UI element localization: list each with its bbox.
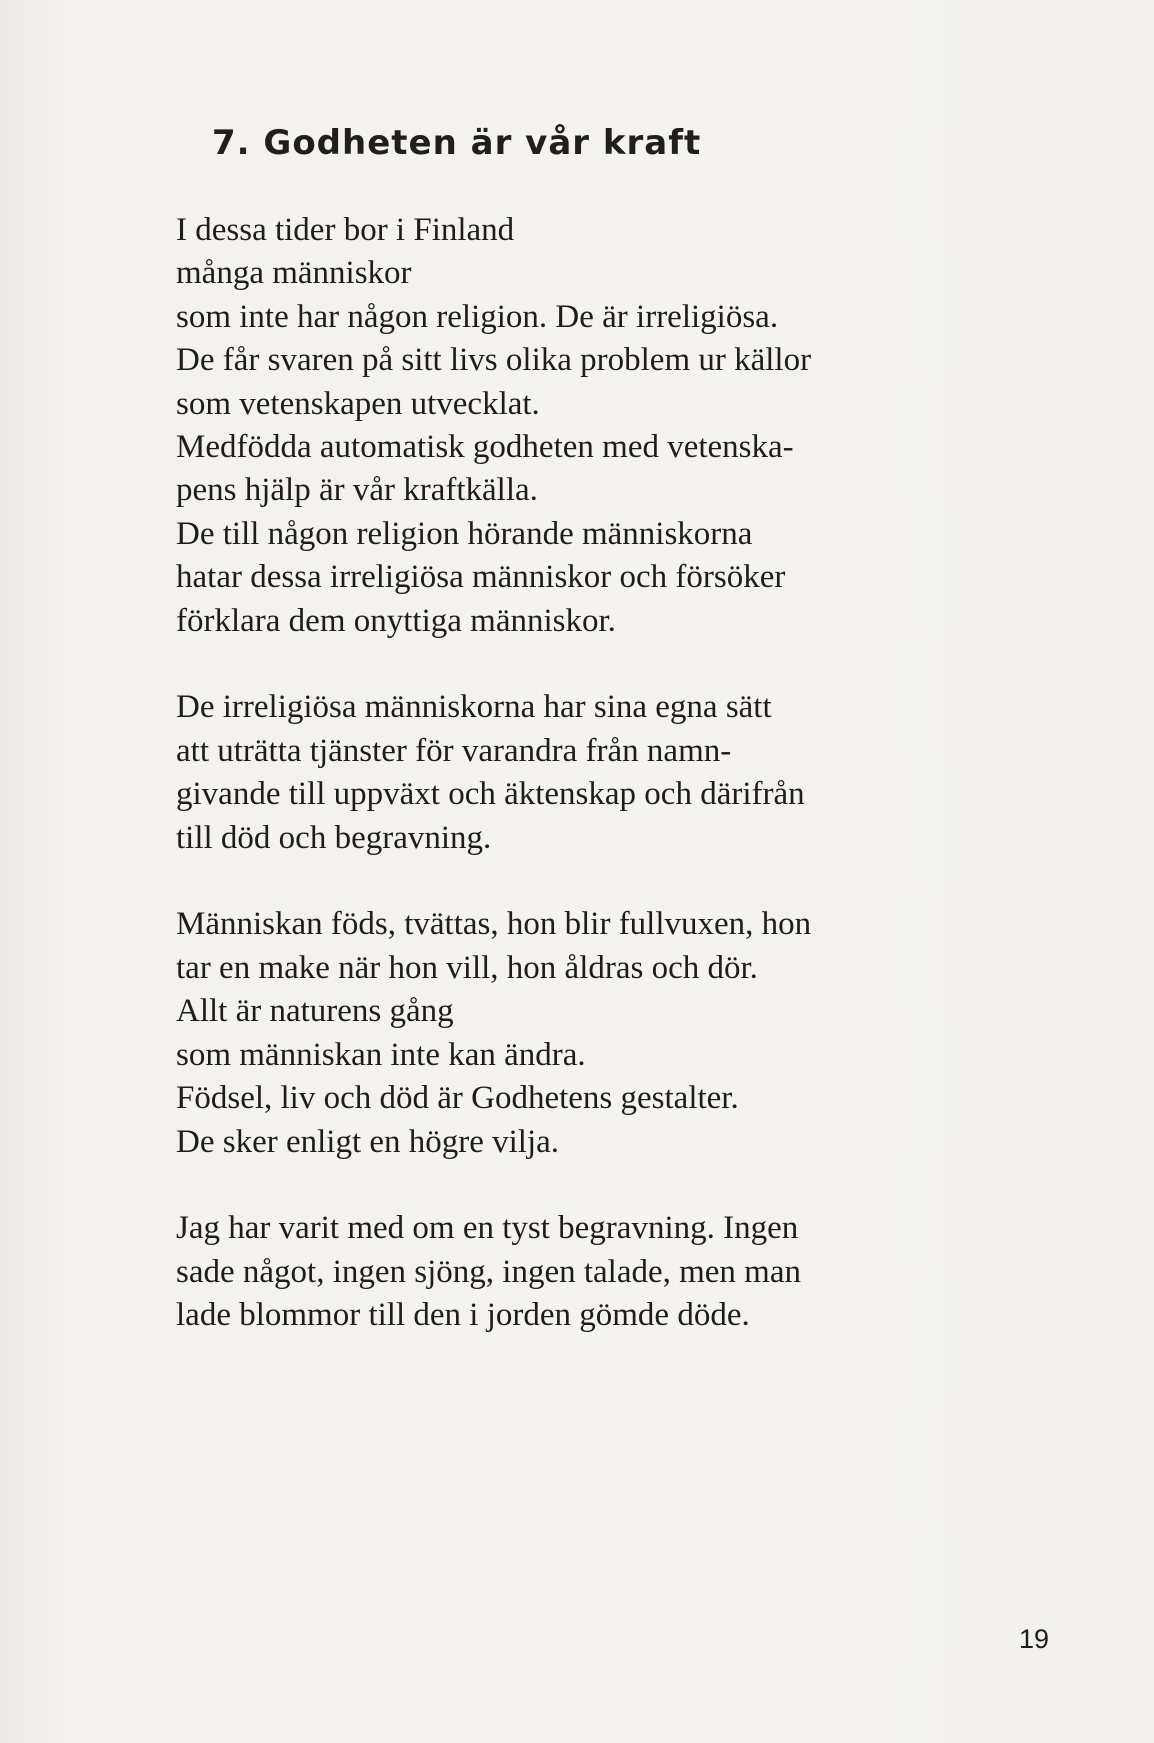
text-line: De irreligiösa människorna har sina egna sätt [176,689,772,726]
text-line: De sker enligt en högre vilja. [176,1123,560,1160]
text-line: hatar dessa irreligiösa människor och försöker [176,559,786,596]
text-line: sade något, ingen sjöng, ingen talade, men man [176,1253,802,1290]
text-line: Människan föds, tvättas, hon blir fullvuxen, hon [176,906,812,943]
text-line: till död och begravning. [176,819,492,856]
text-line: Födsel, liv och död är Godhetens gestalter. [176,1080,739,1117]
page-number: 19 [1019,1624,1050,1654]
text-line: många människor [176,255,412,292]
text-line: I dessa tider bor i Finland [176,212,515,248]
chapter-title: 7. Godheten är vår kraft [212,123,702,163]
chapter-body [176,209,1076,1381]
text-line: Allt är naturens gång [176,993,454,1030]
text-line: som inte har någon religion. De är irreligiösa. [176,298,779,335]
text-line: Medfödda automatisk godheten med vetenska- [176,429,794,466]
text-line: att uträtta tjänster för varandra från namn- [176,732,732,769]
text-line: som människan inte kan ändra. [176,1036,586,1073]
text-line: De till någon religion hörande människorna [176,515,753,552]
paragraph-3 [176,903,1076,1163]
text-line: pens hjälp är vår kraftkälla. [176,472,538,509]
paragraph-2 [176,686,1076,860]
text-line: givande till uppväxt och äktenskap och därifrån [176,776,805,813]
text-line: tar en make när hon vill, hon åldras och dör. [176,949,758,986]
text-line: som vetenskapen utvecklat. [176,385,540,422]
paragraph-4 [176,1207,1076,1337]
text-line: Jag har varit med om en tyst begravning. Ingen [176,1210,799,1247]
text-line: De får svaren på sitt livs olika problem ur källor [176,342,812,379]
text-line: förklara dem onyttiga människor. [176,602,616,639]
text-line: lade blommor till den i jorden gömde döde. [176,1297,750,1334]
paragraph-1 [176,209,1076,643]
